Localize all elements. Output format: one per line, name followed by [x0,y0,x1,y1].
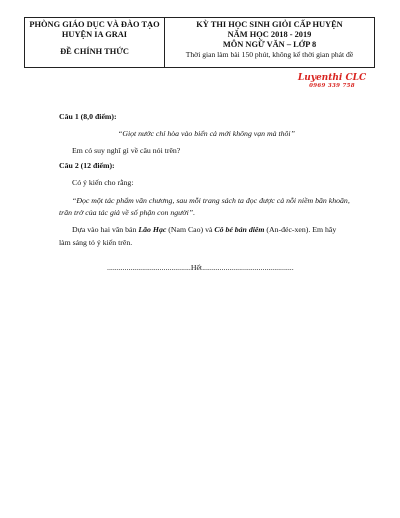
task-prefix: Dựa vào hai văn bản [72,225,139,234]
work1-author: (Nam Cao) và [166,225,215,234]
exam-title: KỲ THI HỌC SINH GIỎI CẤP HUYỆN [196,20,343,29]
question2-quote-line2: trăn trở của tác giả về số phận con người”. [59,208,196,217]
time-limit: Thời gian làm bài 150 phút, không kể thời gian phát đề [185,50,354,59]
question1-prompt: Em có suy nghĩ gì về câu nói trên? [72,146,181,155]
header-right-cell [165,18,374,67]
work-title-lao-hac: Lão Hạc [138,225,167,234]
question2-title: Câu 2 (12 điểm): [59,161,115,170]
watermark-phone: 0969 339 758 [309,83,355,89]
school-year: NĂM HỌC 2018 - 2019 [227,30,312,39]
official-exam-label: ĐỀ CHÍNH THỨC [60,47,129,56]
header-table [24,17,375,68]
question2-quote-line1: “Đọc một tác phẩm văn chương, sau mỗi trang sách ta đọc được cả nỗi niềm băn khoăn, [72,196,350,205]
question2-intro: Có ý kiến cho rằng: [72,178,134,187]
end-of-exam-marker: ...........................................Hết............................................... [107,263,294,272]
watermark-brand: Luyenthi CLC [297,73,367,83]
question1-title: Câu 1 (8,0 điểm): [59,112,117,121]
header-left-cell [25,18,165,67]
question1-quote: “Giọt nước chỉ hòa vào biển cả mới không vạn mà thôi” [118,129,295,138]
department-name: PHÒNG GIÁO DỤC VÀ ĐÀO TẠO [29,20,160,29]
work2-author: (An-đéc-xen). Em hãy [264,225,337,234]
question2-task-line2: làm sáng tỏ ý kiến trên. [59,238,133,247]
question2-task-line1 [72,225,336,235]
work-title-co-be-ban-diem: Cô bé bán diêm [214,225,265,234]
watermark-logo [287,74,377,90]
district-name: HUYỆN IA GRAI [61,30,128,39]
subject-grade: MÔN NGỮ VĂN – LỚP 8 [222,40,317,49]
